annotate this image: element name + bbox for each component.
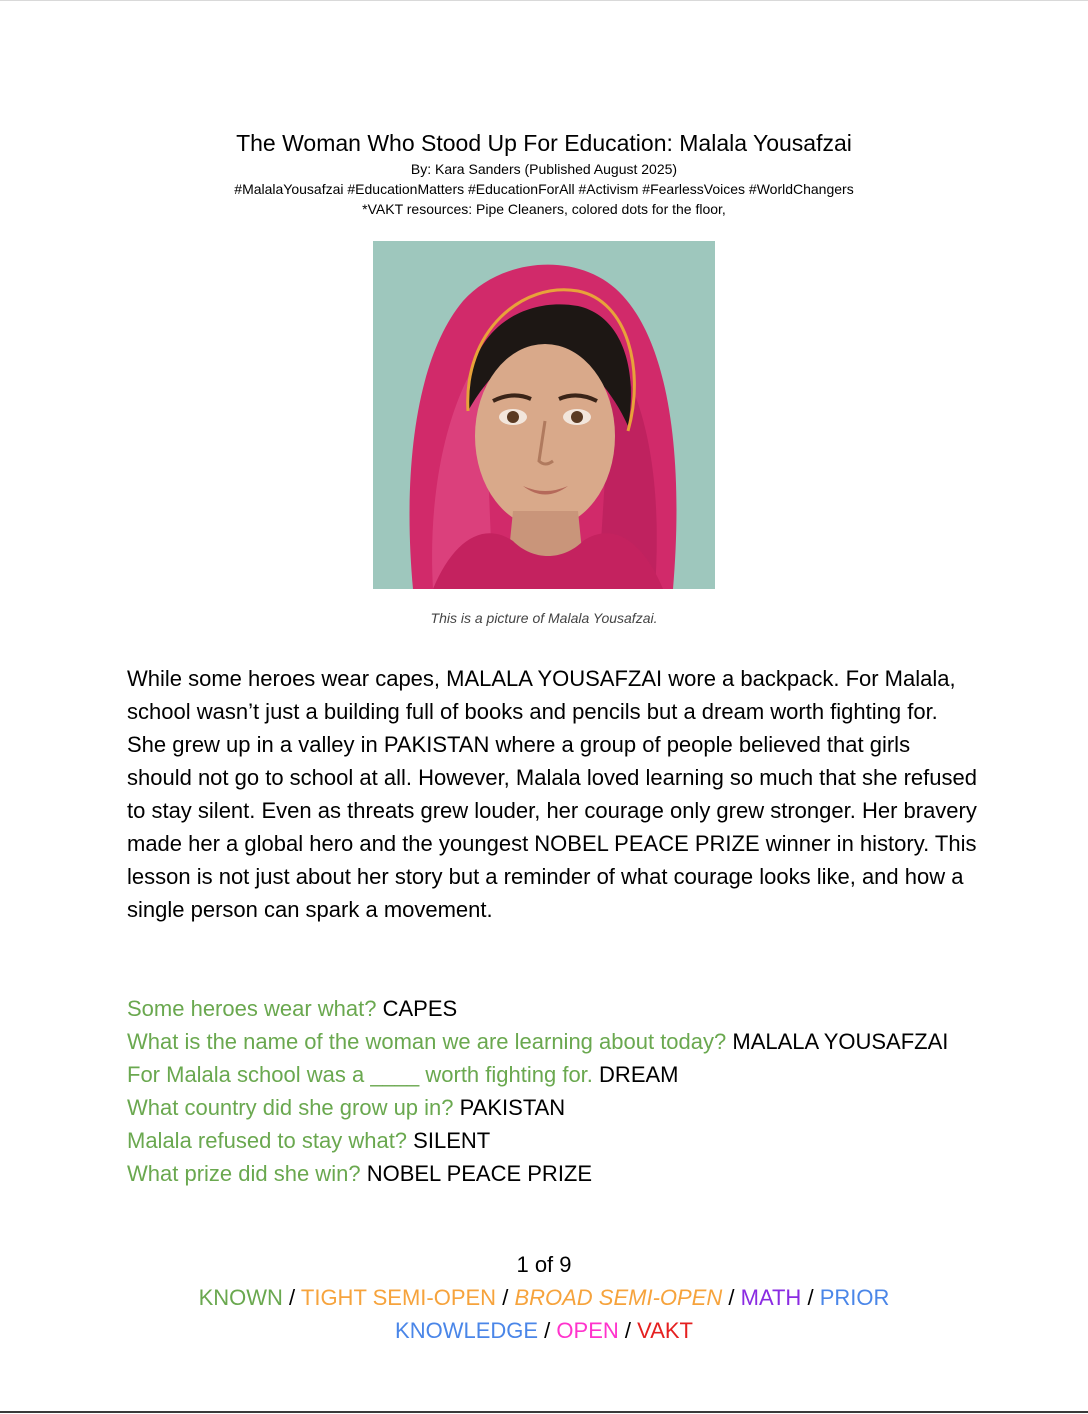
question: What prize did she win? xyxy=(127,1161,361,1186)
bottom-rule xyxy=(0,1411,1088,1413)
legend-broad-semi-open: BROAD SEMI-OPEN xyxy=(514,1285,723,1310)
list-item xyxy=(127,1025,977,1058)
list-item xyxy=(127,992,977,1025)
list-item xyxy=(127,1058,977,1091)
question: What is the name of the woman we are learning about today? xyxy=(127,1029,727,1054)
document-header xyxy=(0,127,1088,219)
answer: MALALA YOUSAFZAI xyxy=(732,1029,949,1054)
photo-caption: This is a picture of Malala Yousafzai. xyxy=(430,610,658,626)
legend-open: OPEN xyxy=(556,1318,619,1343)
answer: NOBEL PEACE PRIZE xyxy=(366,1161,593,1186)
legend-separator: / xyxy=(728,1285,735,1310)
list-item xyxy=(127,1157,977,1190)
legend-math: MATH xyxy=(740,1285,802,1310)
hashtags: #MalalaYousafzai #EducationMatters #EducationForAll #Activism #FearlessVoices #WorldChangers xyxy=(234,181,854,197)
document-title: The Woman Who Stood Up For Education: Malala Yousafzai xyxy=(236,130,852,156)
page-number: 1 of 9 xyxy=(516,1252,572,1277)
byline: By: Kara Sanders (Published August 2025) xyxy=(410,161,678,177)
color-legend xyxy=(0,1281,1088,1347)
legend-separator: / xyxy=(624,1318,632,1343)
legend-known: KNOWN xyxy=(198,1285,283,1310)
legend-tight-semi-open: TIGHT SEMI-OPEN xyxy=(300,1285,497,1310)
answer: PAKISTAN xyxy=(459,1095,566,1120)
legend-separator: / xyxy=(544,1318,551,1343)
portrait-photo xyxy=(373,241,715,589)
legend-vakt: VAKT xyxy=(637,1318,693,1343)
legend-prior-knowledge: PRIOR KNOWLEDGE xyxy=(395,1285,890,1343)
question: For Malala school was a ____ worth fighting for. xyxy=(127,1062,593,1087)
question: Some heroes wear what? xyxy=(127,996,377,1021)
page-footer xyxy=(0,1248,1088,1347)
question: Malala refused to stay what? xyxy=(127,1128,408,1153)
answer: SILENT xyxy=(413,1128,491,1153)
answer: DREAM xyxy=(599,1062,679,1087)
answer: CAPES xyxy=(382,996,458,1021)
list-item xyxy=(127,1091,977,1124)
intro-paragraph: While some heroes wear capes, MALALA YOUSAFZAI wore a backpack. For Malala, school wasn’t just a building full of books and pencils but a dream worth fighting for. She grew up in a valley in PAKISTAN where a group of people believed that girls should not go to school at all. However, Malala loved learning so much that she refused to stay silent. Even as threats grew louder, her courage only grew stronger. Her bravery made her a global hero and the youngest NOBEL PEACE PRIZE winner in history. This lesson is not just about her story but a reminder of what courage looks like, and how a single person can spark a movement. xyxy=(127,666,977,922)
question: What country did she grow up in? xyxy=(127,1095,454,1120)
top-rule xyxy=(0,0,1088,1)
vakt-resources: *VAKT resources: Pipe Cleaners, colored dots for the floor, xyxy=(362,201,726,217)
question-list xyxy=(127,992,977,1190)
legend-separator: / xyxy=(289,1285,296,1310)
legend-separator: / xyxy=(502,1285,509,1310)
legend-separator: / xyxy=(807,1285,814,1310)
list-item xyxy=(127,1124,977,1157)
